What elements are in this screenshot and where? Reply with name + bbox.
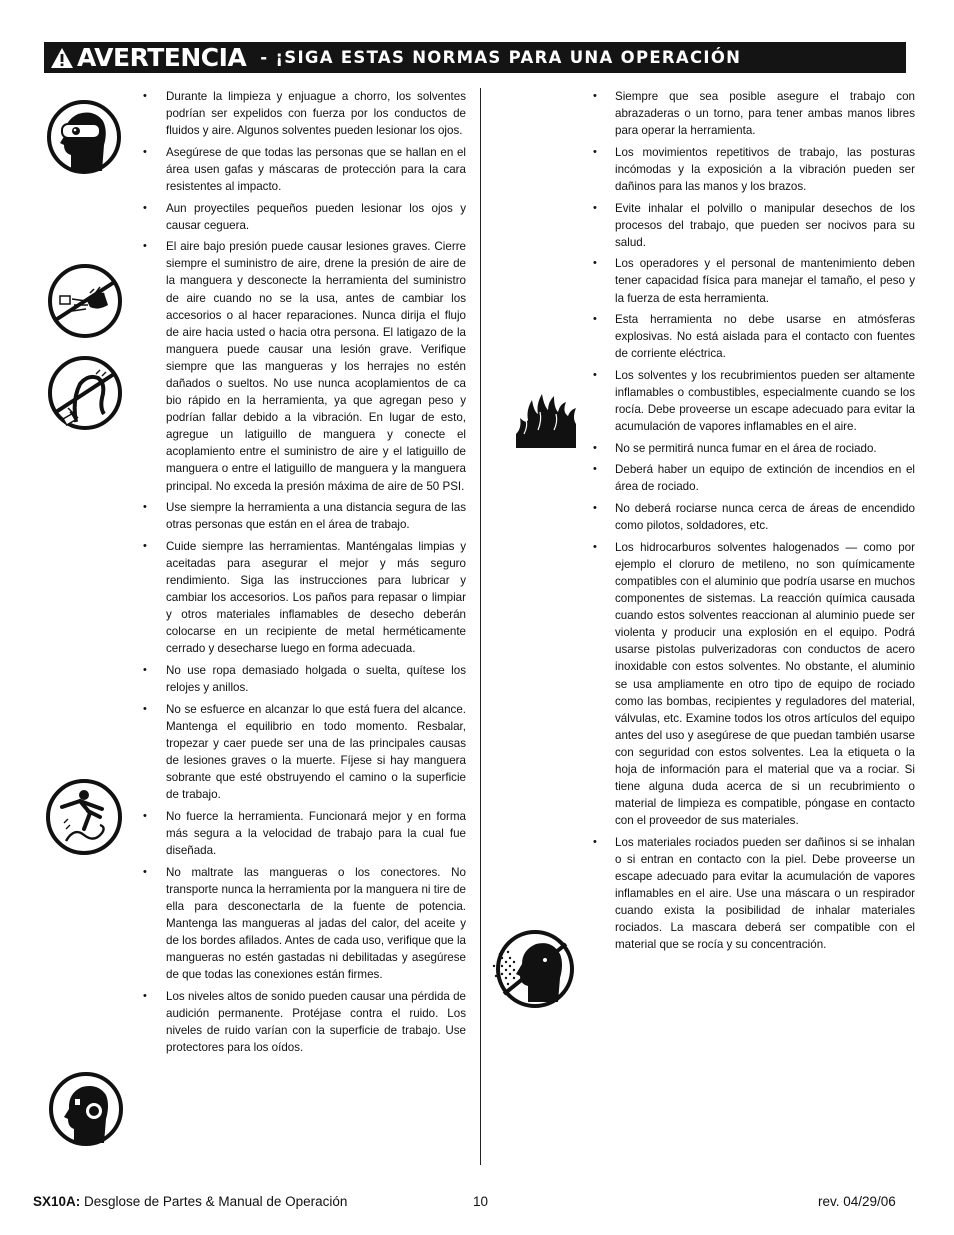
list-item: • No fuerce la herramienta. Funcionará mejor y en forma más segura a la velocidad de trabajo para la cual fue diseñada. — [143, 809, 466, 857]
list-item: • No se esfuerce en alcanzar lo que está fuera del alcance. Mantenga el equilibrio en todo momento. Resbalar, tropezar y caer puede ser una de las principales causas de lesiones graves o la muerte. Fíjese si hay manguera sobrante que esté obstruyendo el camino o la superficie de trabajo. — [143, 702, 466, 802]
list-item-text: No se permitirá nunca fumar en el área de rociado. — [615, 441, 877, 455]
list-item-text: Durante la limpieza y enjuague a chorro, los solventes podrían ser expelidos con fuerza por los conductos de fluidos y aire. Algunos solventes pueden lesionar los ojos. — [166, 90, 466, 138]
list-item-text: Los hidrocarburos solventes halogenados — como por ejemplo el cloruro de metileno, no son químicamente compatibles con el aluminio que podría usarse en muchos componentes de sistemas. La reacción química causada cuando estos solventes reaccionan al aluminio puede ser violenta y producir una explosión en el equipo. Podrá usarse pistolas pulverizadoras con conductos de acero inoxidable con estos solventes. No obstante, el aluminio se usa ampliamente en otro tipo de equipo de rociado como las bombas, recipientes y reguladores del material, válvulas, etc. Examine todos los otros artículos del equipo antes del uso y asegúrese de que puedan también usarse con seguridad con estos solventes. Lea la etiqueta o la hoja de información para el material que va a rociar. Si tiene alguna duda acerca de si un recubrimiento o material de limpieza es compatible, póngase en contacto con el proveedor de sus materiales. — [615, 540, 915, 828]
no-inhalation-icon — [488, 928, 578, 1010]
page-number: 10 — [473, 1194, 489, 1209]
list-item: • Durante la limpieza y enjuague a chorro, los solventes podrían ser expelidos con fuerza por los conductos de fluidos y aire. Algunos solventes pueden lesionar los ojos. — [143, 90, 466, 138]
trip-hazard-icon — [44, 777, 124, 857]
list-item-text: Los materiales rociados pueden ser dañinos si se inhalan o si entran en contacto con la piel. Debe proveerse un escape adecuado para evitar la acumulación de vapores inflamables en el aire. Use una máscara o un respirador cuando exista la posibilidad de inhalar materiales rociados. La mascara deberá ser compatible con el material que se rocía y su concentración. — [615, 835, 915, 952]
list-item: • Los niveles altos de sonido pueden causar una pérdida de audición permanente. Protéjase contra el ruido. Los niveles de ruido varían con la superficie de trabajo. Use protectores para los oídos. — [143, 989, 466, 1054]
list-item-text: Deberá haber un equipo de extinción de incendios en el área de rociado. — [615, 463, 915, 494]
list-item: • Los materiales rociados pueden ser dañinos si se inhalan o si entran en contacto con la piel. Debe proveerse un escape adecuado para evitar la acumulación de vapores inflamables en el aire. Use una máscara o un respirador cuando exista la posibilidad de inhalar materiales rociados. La mascara deberá ser compatible con el material que se rocía y su concentración. — [593, 835, 915, 952]
list-item-text: Use siempre la herramienta a una distancia segura de las otras personas que están en el área de trabajo. — [166, 501, 466, 532]
right-column — [589, 88, 915, 958]
list-item-text: No use ropa demasiado holgada o suelta, quítese los relojes y anillos. — [166, 664, 466, 695]
list-item-text: Esta herramienta no debe usarse en atmósferas explosivas. No está aislada para el contacto con fuentes de corriente eléctrica. — [615, 313, 915, 361]
list-item-text: Los movimientos repetitivos de trabajo, las posturas incómodas y la exposición a la vibración pueden ser dañinos para las manos y los brazos. — [615, 145, 915, 193]
list-item-text: Los solventes y los recubrimientos pueden ser altamente inflamables o combustibles, especialmente cuando se los rocía. Debe proveerse un escape adecuado para evitar la acumulación de vapores inflamables en el aire. — [615, 368, 915, 434]
no-air-hose-spray-icon — [46, 263, 124, 339]
eye-protection-icon — [46, 99, 122, 175]
revision-date: rev. 04/29/06 — [818, 1194, 896, 1209]
list-item: • El aire bajo presión puede causar lesiones graves. Cierre siempre el suministro de aire, drene la presión de aire de la manguera y desconecte la herramienta del suministro de aire cuando no se la usa, antes de cambiar los accesorios o al hacer reparaciones. Nunca dirija el flujo de aire hacia usted o hacia otra persona. El latigazo de la manguera puede causar una lesión grave. Verifique siempre que las mangueras y los herrajes no estén dañados o sueltos. No use nunca acoplamientos de ca bio rápido en la herramienta, ya que agregan peso y podrían fallar debido a la vibración. En lugar de esto, agregue un latiguillo de manguera y conecte el acoplamiento entre el suministro de aire y el latiguillo de manguera o entre el latiguillo de manguera y la manguera principal. No exceda la presión máxima de aire de 50 PSI. — [143, 240, 466, 493]
list-item-text: Evite inhalar el polvillo o manipular desechos de los procesos del trabajo, que pueden ser nocivos para su salud. — [615, 201, 915, 249]
list-item-text: Los niveles altos de sonido pueden causar una pérdida de audición permanente. Protéjase contra el ruido. Los niveles de ruido varían con la superficie de trabajo. Use protectores para los oídos. — [166, 989, 466, 1054]
list-item-text: Aun proyectiles pequeños pueden lesionar los ojos y causar ceguera. — [166, 201, 466, 232]
list-item: • Los hidrocarburos solventes halogenados — como por ejemplo el cloruro de metileno, no son químicamente compatibles con el aluminio que podría usarse en muchos componentes de sistemas. La reacción química causada cuando estos solventes reaccionan al aluminio puede ser violenta y producir una explosión en el equipo. Podrá usarse pistolas pulverizadoras con conductos de acero inoxidable con estos solventes. No obstante, el aluminio se usa ampliamente en otro tipo de equipo de rociado como las bombas, recipientes y reguladores del material, válvulas, etc. Examine todos los otros artículos del equipo antes del uso y asegúrese de que puedan también usarse con seguridad con estos solventes. Lea la etiqueta o la hoja de información para el material que va a rociar. Si tiene alguna duda acerca de si un recubrimiento o material de limpieza es compatible, póngase en contacto con el proveedor de sus materiales. — [593, 540, 915, 828]
list-item-text: No se esfuerce en alcanzar lo que está fuera del alcance. Mantenga el equilibrio en todo momento. Resbalar, tropezar y caer puede ser una de las principales causas de lesiones graves o la muerte. Fíjese si hay manguera sobrante que esté obstruyendo el camino o la superficie de trabajo. — [166, 702, 466, 802]
warning-word: AVERTENCIA — [77, 43, 247, 72]
list-item: • Los solventes y los recubrimientos pueden ser altamente inflamables o combustibles, especialmente cuando se los rocía. Debe proveerse un escape adecuado para evitar la acumulación de vapores inflamables en el aire. — [593, 368, 915, 434]
list-item: • No deberá rociarse nunca cerca de áreas de encendido como pilotos, soldadores, etc. — [593, 502, 915, 533]
list-item: • Evite inhalar el polvillo o manipular desechos de los procesos del trabajo, que pueden ser nocivos para su salud. — [593, 201, 915, 249]
list-item: • Asegúrese de que todas las personas que se hallan en el área usen gafas y máscaras de protección para la cara resistentes al impacto. — [143, 145, 466, 193]
footer-manual-title — [33, 1194, 347, 1209]
footer-model: SX10A: — [33, 1194, 81, 1209]
list-item: • Los operadores y el personal de mantenimiento deben tener capacidad física para manejar el tamaño, el peso y la fuerza de esta herramienta. — [593, 257, 915, 305]
list-item-text: Siempre que sea posible asegure el trabajo con abrazaderas o un torno, para tener ambas manos libres para operar la herramienta. — [615, 90, 915, 138]
footer-title-text: Desglose de Partes & Manual de Operación — [80, 1194, 348, 1209]
list-item: • Use siempre la herramienta a una distancia segura de las otras personas que están en el área de trabajo. — [143, 501, 466, 532]
list-item-text: No deberá rociarse nunca cerca de áreas de encendido como pilotos, soldadores, etc. — [615, 502, 915, 533]
column-divider — [480, 88, 481, 1165]
list-item-text: Cuide siempre las herramientas. Manténgalas limpias y aceitadas para asegurar el mejor y más seguro rendimiento. Siga las instrucciones para lubricar y cambiar los accesorios. Los paños para repasar o limpiar y otros materiales inflamables de desecho deberán colocarse en un recipiente de metal herméticamente cerrado y desecharse luego en forma adecuada. — [166, 539, 466, 656]
list-item-text: El aire bajo presión puede causar lesiones graves. Cierre siempre el suministro de aire, drene la presión de aire de la manguera y desconecte la herramienta del suministro de aire cuando no se la usa, antes de cambiar los accesorios o al hacer reparaciones. Nunca dirija el flujo de aire hacia usted o hacia otra persona. El latigazo de la manguera puede causar una lesión grave. Verifique siempre que las mangueras y los herrajes no estén dañados o sueltos. No use nunca acoplamientos de ca bio rápido en la herramienta, ya que agregan peso y podrían fallar debido a la vibración. En lugar de esto, agregue un latiguillo de manguera y conecte el acoplamiento entre el suministro de aire y el latiguillo de manguera o entre el latiguillo de manguera y la manguera principal. No exceda la presión máxima de aire de 50 PSI. — [166, 240, 466, 493]
list-item: • Siempre que sea posible asegure el trabajo con abrazaderas o un torno, para tener ambas manos libres para operar la herramienta. — [593, 90, 915, 138]
list-item: • Cuide siempre las herramientas. Manténgalas limpias y aceitadas para asegurar el mejor y más seguro rendimiento. Siga las instrucciones para lubricar y cambiar los accesorios. Los paños para repasar o limpiar y otros materiales inflamables de desecho deberán colocarse en un recipiente de metal herméticamente cerrado y desecharse luego en forma adecuada. — [143, 539, 466, 656]
list-item: • No use ropa demasiado holgada o suelta, quítese los relojes y anillos. — [143, 664, 466, 695]
warning-triangle-icon — [50, 47, 74, 69]
list-item-text: Los operadores y el personal de mantenimiento deben tener capacidad física para manejar el tamaño, el peso y la fuerza de esta herramienta. — [615, 257, 915, 305]
left-column — [139, 88, 466, 1061]
list-item-text: No fuerce la herramienta. Funcionará mejor y en forma más segura a la velocidad de trabajo para la cual fue diseñada. — [166, 809, 466, 857]
warning-label — [50, 43, 246, 72]
fire-hazard-icon — [514, 390, 580, 448]
no-hose-whip-icon — [46, 354, 124, 432]
list-item: • Esta herramienta no debe usarse en atmósferas explosivas. No está aislada para el contacto con fuentes de corriente eléctrica. — [593, 313, 915, 361]
banner-subtitle: - ¡SIGA ESTAS NORMAS PARA UNA OPERACIÓN — [260, 48, 742, 67]
hearing-protection-icon — [48, 1071, 124, 1147]
list-item-text: No maltrate las mangueras o los conectores. No transporte nunca la herramienta por la manguera ni tire de ella para desconectarla de la fuente de potencia. Mantenga las mangueras al jadas del calor, del aceite y de los bordes afilados. Antes de cada uso, verifique que la mangueras no estén gastadas ni debilitadas y asegúrese de que todas las conexiones están firmes. — [166, 865, 466, 982]
warning-banner — [44, 42, 906, 73]
list-item: • Aun proyectiles pequeños pueden lesionar los ojos y causar ceguera. — [143, 201, 466, 232]
list-item-text: Asegúrese de que todas las personas que se hallan en el área usen gafas y máscaras de protección para la cara resistentes al impacto. — [166, 145, 466, 193]
list-item: • Deberá haber un equipo de extinción de incendios en el área de rociado. — [593, 463, 915, 494]
list-item: • Los movimientos repetitivos de trabajo, las posturas incómodas y la exposición a la vibración pueden ser dañinos para las manos y los brazos. — [593, 145, 915, 193]
list-item: • No se permitirá nunca fumar en el área de rociado. — [593, 441, 877, 455]
list-item: • No maltrate las mangueras o los conectores. No transporte nunca la herramienta por la manguera ni tire de ella para desconectarla de la fuente de potencia. Mantenga las mangueras al jadas del calor, del aceite y de los bordes afilados. Antes de cada uso, verifique que la mangueras no estén gastadas ni debilitadas y asegúrese de que todas las conexiones están firmes. — [143, 865, 466, 982]
